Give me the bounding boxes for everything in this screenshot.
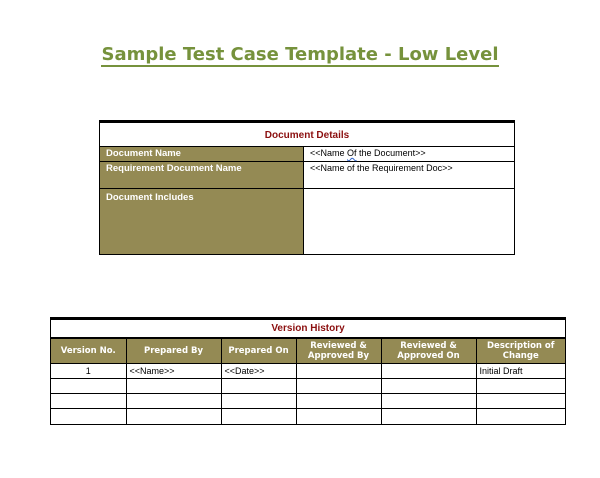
column-header-reviewed-approved-on: Reviewed & Approved On [381, 339, 476, 364]
table-cell[interactable] [381, 394, 476, 409]
document-name-row [100, 147, 514, 162]
table-cell[interactable] [476, 394, 565, 409]
table-cell[interactable] [296, 394, 381, 409]
table-cell[interactable] [476, 409, 565, 424]
table-cell[interactable] [296, 409, 381, 424]
document-includes-value[interactable] [304, 189, 514, 254]
column-header-version-no: Version No. [51, 339, 126, 364]
document-includes-row [100, 189, 514, 254]
table-row [51, 394, 565, 409]
table-cell[interactable] [221, 394, 296, 409]
table-cell[interactable] [381, 364, 476, 379]
version-history-grid [51, 338, 565, 424]
column-header-description-of-change: Description of Change [476, 339, 565, 364]
table-cell[interactable]: <<Name>> [126, 364, 221, 379]
document-details-table [99, 120, 515, 255]
table-row [51, 379, 565, 394]
spellcheck-word: Of [347, 148, 357, 158]
column-header-prepared-on: Prepared On [221, 339, 296, 364]
table-cell[interactable] [126, 394, 221, 409]
table-cell[interactable] [381, 409, 476, 424]
table-cell[interactable] [476, 379, 565, 394]
requirement-document-label: Requirement Document Name [100, 162, 304, 188]
table-cell[interactable] [296, 379, 381, 394]
table-cell[interactable] [221, 409, 296, 424]
table-row [51, 409, 565, 424]
table-cell[interactable]: <<Date>> [221, 364, 296, 379]
document-includes-label: Document Includes [100, 189, 304, 254]
document-name-value[interactable] [304, 147, 514, 161]
column-header-reviewed-approved-by: Reviewed & Approved By [296, 339, 381, 364]
version-history-header: Version History [51, 318, 565, 338]
table-cell[interactable] [381, 379, 476, 394]
table-row [51, 364, 565, 379]
page-title-text: Sample Test Case Template - Low Level [101, 44, 499, 65]
document-name-value-part: <<Name [310, 148, 348, 158]
document-details-header: Document Details [100, 121, 514, 147]
table-cell[interactable] [51, 394, 126, 409]
document-name-label: Document Name [100, 147, 304, 161]
table-cell[interactable]: Initial Draft [476, 364, 565, 379]
table-cell[interactable] [126, 409, 221, 424]
requirement-document-row [100, 162, 514, 189]
table-cell[interactable] [126, 379, 221, 394]
version-history-table [50, 317, 566, 425]
page-title [0, 44, 600, 65]
table-cell[interactable] [221, 379, 296, 394]
table-cell[interactable] [51, 409, 126, 424]
requirement-document-value[interactable]: <<Name of the Requirement Doc>> [304, 162, 514, 188]
table-cell[interactable] [51, 379, 126, 394]
column-header-prepared-by: Prepared By [126, 339, 221, 364]
table-cell[interactable]: 1 [51, 364, 126, 379]
table-cell[interactable] [296, 364, 381, 379]
version-history-column-headers [51, 339, 565, 364]
document-name-value-part: the Document>> [356, 148, 426, 158]
